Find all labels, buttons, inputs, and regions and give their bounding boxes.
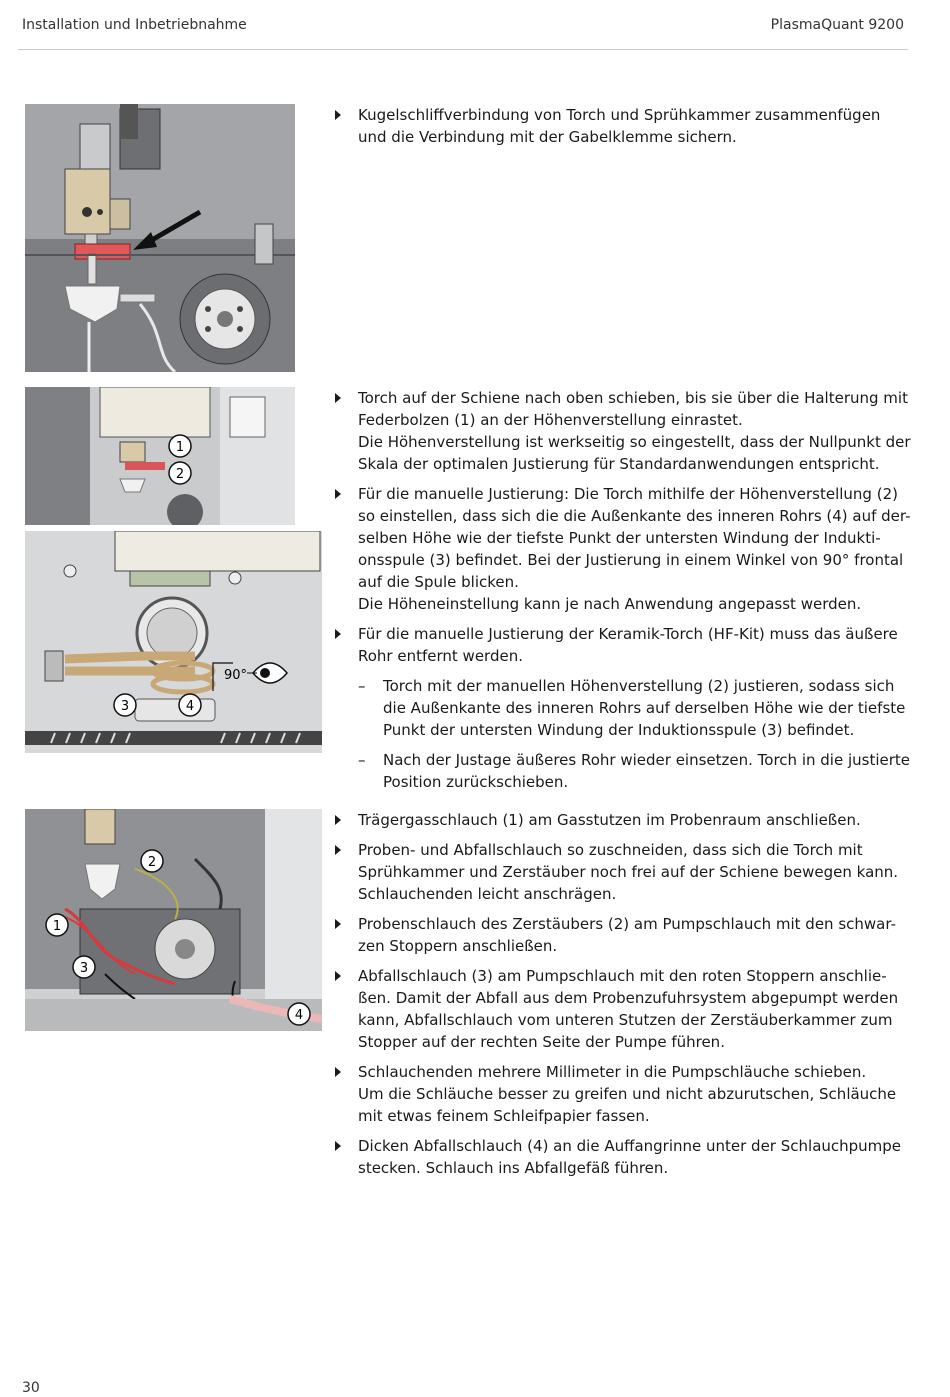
bullet-arrow-icon <box>335 489 341 499</box>
instruction-bullet <box>333 1135 905 1179</box>
fig4-callout-1 <box>46 914 68 936</box>
text-line: Kugelschliffverbindung von Torch und Sprühkammer zusammenfügen <box>358 106 881 124</box>
instructions-section-3 <box>333 809 905 1187</box>
dash-marker: – <box>358 751 366 769</box>
text-line: Probenschlauch des Zerstäubers (2) am Pumpschlauch mit den schwar- <box>358 915 896 933</box>
text-line: Federbolzen (1) an der Höhenverstellung einrastet. <box>358 411 743 429</box>
svg-text:1: 1 <box>175 440 185 455</box>
text-line: Trägergasschlauch (1) am Gasstutzen im Probenraum anschließen. <box>358 811 861 829</box>
figure-torch-clamp <box>25 104 295 372</box>
instruction-bullet <box>333 965 905 1053</box>
text-line: kann, Abfallschlauch vom unteren Stutzen der Zerstäuberkammer zum <box>358 1011 893 1029</box>
fig3-callout-4 <box>179 694 201 716</box>
instruction-bullet <box>333 809 905 831</box>
text-line: Proben- und Abfallschlauch so zuschneiden, dass sich die Torch mit <box>358 841 863 859</box>
text-line: Für die manuelle Justierung der Keramik-Torch (HF-Kit) muss das äußere <box>358 625 898 643</box>
figure-hose-connections <box>25 809 322 1031</box>
text-line: Schlauchenden mehrere Millimeter in die Pumpschläuche schieben. <box>358 1063 867 1081</box>
svg-text:4: 4 <box>185 699 195 714</box>
instruction-sub-item <box>333 675 905 741</box>
instruction-bullet <box>333 839 905 905</box>
instruction-bullet <box>333 104 905 148</box>
instruction-sub-item <box>333 749 910 793</box>
text-line: mit etwas feinem Schleifpapier fassen. <box>358 1107 650 1125</box>
fig3-callout-3 <box>114 694 136 716</box>
text-line: Stopper auf der rechten Seite der Pumpe führen. <box>358 1033 725 1051</box>
instruction-bullet <box>333 623 905 667</box>
text-line: so einstellen, dass sich die die Außenkante des inneren Rohrs (4) auf der- <box>358 507 911 525</box>
instruction-bullet <box>333 387 911 475</box>
text-line: die Außenkante des inneren Rohrs auf derselben Höhe wie der tiefste <box>383 699 906 717</box>
text-line: Torch mit der manuellen Höhenverstellung (2) justieren, sodass sich <box>383 677 895 695</box>
text-line: Für die manuelle Justierung: Die Torch mithilfe der Höhenverstellung (2) <box>358 485 898 503</box>
fig2-callout-2 <box>169 462 191 484</box>
svg-text:3: 3 <box>79 961 89 976</box>
text-line: onsspule (3) befindet. Bei der Justierung in einem Winkel von 90° frontal <box>358 551 904 569</box>
text-line: stecken. Schlauch ins Abfallgefäß führen. <box>358 1159 669 1177</box>
text-line: Dicken Abfallschlauch (4) an die Auffangrinne unter der Schlauchpumpe <box>358 1137 902 1155</box>
bullet-arrow-icon <box>335 629 341 639</box>
svg-text:2: 2 <box>147 855 157 870</box>
fig4-callout-4 <box>288 1003 310 1025</box>
instruction-bullet <box>333 913 905 957</box>
bullet-arrow-icon <box>335 393 341 403</box>
text-line: Die Höheneinstellung kann je nach Anwendung angepasst werden. <box>358 595 862 613</box>
text-line: Schlauchenden leicht anschrägen. <box>358 885 617 903</box>
text-line: Skala der optimalen Justierung für Standardanwendungen entspricht. <box>358 455 880 473</box>
text-line: selben Höhe wie der tiefste Punkt der untersten Windung der Indukti- <box>358 529 881 547</box>
svg-text:3: 3 <box>120 699 130 714</box>
figure-induction-coil <box>25 531 322 753</box>
fig4-callout-3 <box>73 956 95 978</box>
figure-torch-holder <box>25 387 295 525</box>
instructions-section-1 <box>333 104 905 156</box>
text-line: Sprühkammer und Zerstäuber noch frei auf der Schiene bewegen kann. <box>358 863 899 881</box>
bullet-arrow-icon <box>335 971 341 981</box>
bullet-arrow-icon <box>335 1067 341 1077</box>
text-line: Um die Schläuche besser zu greifen und nicht abzurutschen, Schläuche <box>358 1085 897 1103</box>
svg-text:2: 2 <box>175 467 185 482</box>
instructions-section-2 <box>333 387 911 801</box>
text-line: auf die Spule blicken. <box>358 573 519 591</box>
text-line: Punkt der untersten Windung der Induktionsspule (3) befindet. <box>383 721 855 739</box>
text-line: Abfallschlauch (3) am Pumpschlauch mit den roten Stoppern anschlie- <box>358 967 887 985</box>
bullet-arrow-icon <box>335 1141 341 1151</box>
header-section-title: Installation und Inbetriebnahme <box>22 17 247 33</box>
instruction-bullet <box>333 1061 905 1127</box>
svg-text:4: 4 <box>294 1008 304 1023</box>
text-line: und die Verbindung mit der Gabelklemme sichern. <box>358 128 737 146</box>
instruction-bullet <box>333 483 911 615</box>
text-line: Die Höhenverstellung ist werkseitig so eingestellt, dass der Nullpunkt der <box>358 433 911 451</box>
text-line: zen Stoppern anschließen. <box>358 937 558 955</box>
svg-text:1: 1 <box>52 919 62 934</box>
fig4-callout-2 <box>141 850 163 872</box>
header-product-name: PlasmaQuant 9200 <box>770 17 904 33</box>
text-line: Rohr entfernt werden. <box>358 647 523 665</box>
text-line: Torch auf der Schiene nach oben schieben, bis sie über die Halterung mit <box>358 389 908 407</box>
text-line: Position zurückschieben. <box>383 773 569 791</box>
text-line: Nach der Justage äußeres Rohr wieder einsetzen. Torch in die justierte <box>383 751 910 769</box>
bullet-arrow-icon <box>335 919 341 929</box>
bullet-arrow-icon <box>335 815 341 825</box>
bullet-arrow-icon <box>335 845 341 855</box>
dash-marker: – <box>358 677 366 695</box>
text-line: ßen. Damit der Abfall aus dem Probenzufuhrsystem abgepumpt werden <box>358 989 899 1007</box>
fig3-angle-label: 90° <box>224 668 248 683</box>
header-divider <box>18 49 908 50</box>
fig2-callout-1 <box>169 435 191 457</box>
bullet-arrow-icon <box>335 110 341 120</box>
page-number: 30 <box>22 1380 40 1396</box>
